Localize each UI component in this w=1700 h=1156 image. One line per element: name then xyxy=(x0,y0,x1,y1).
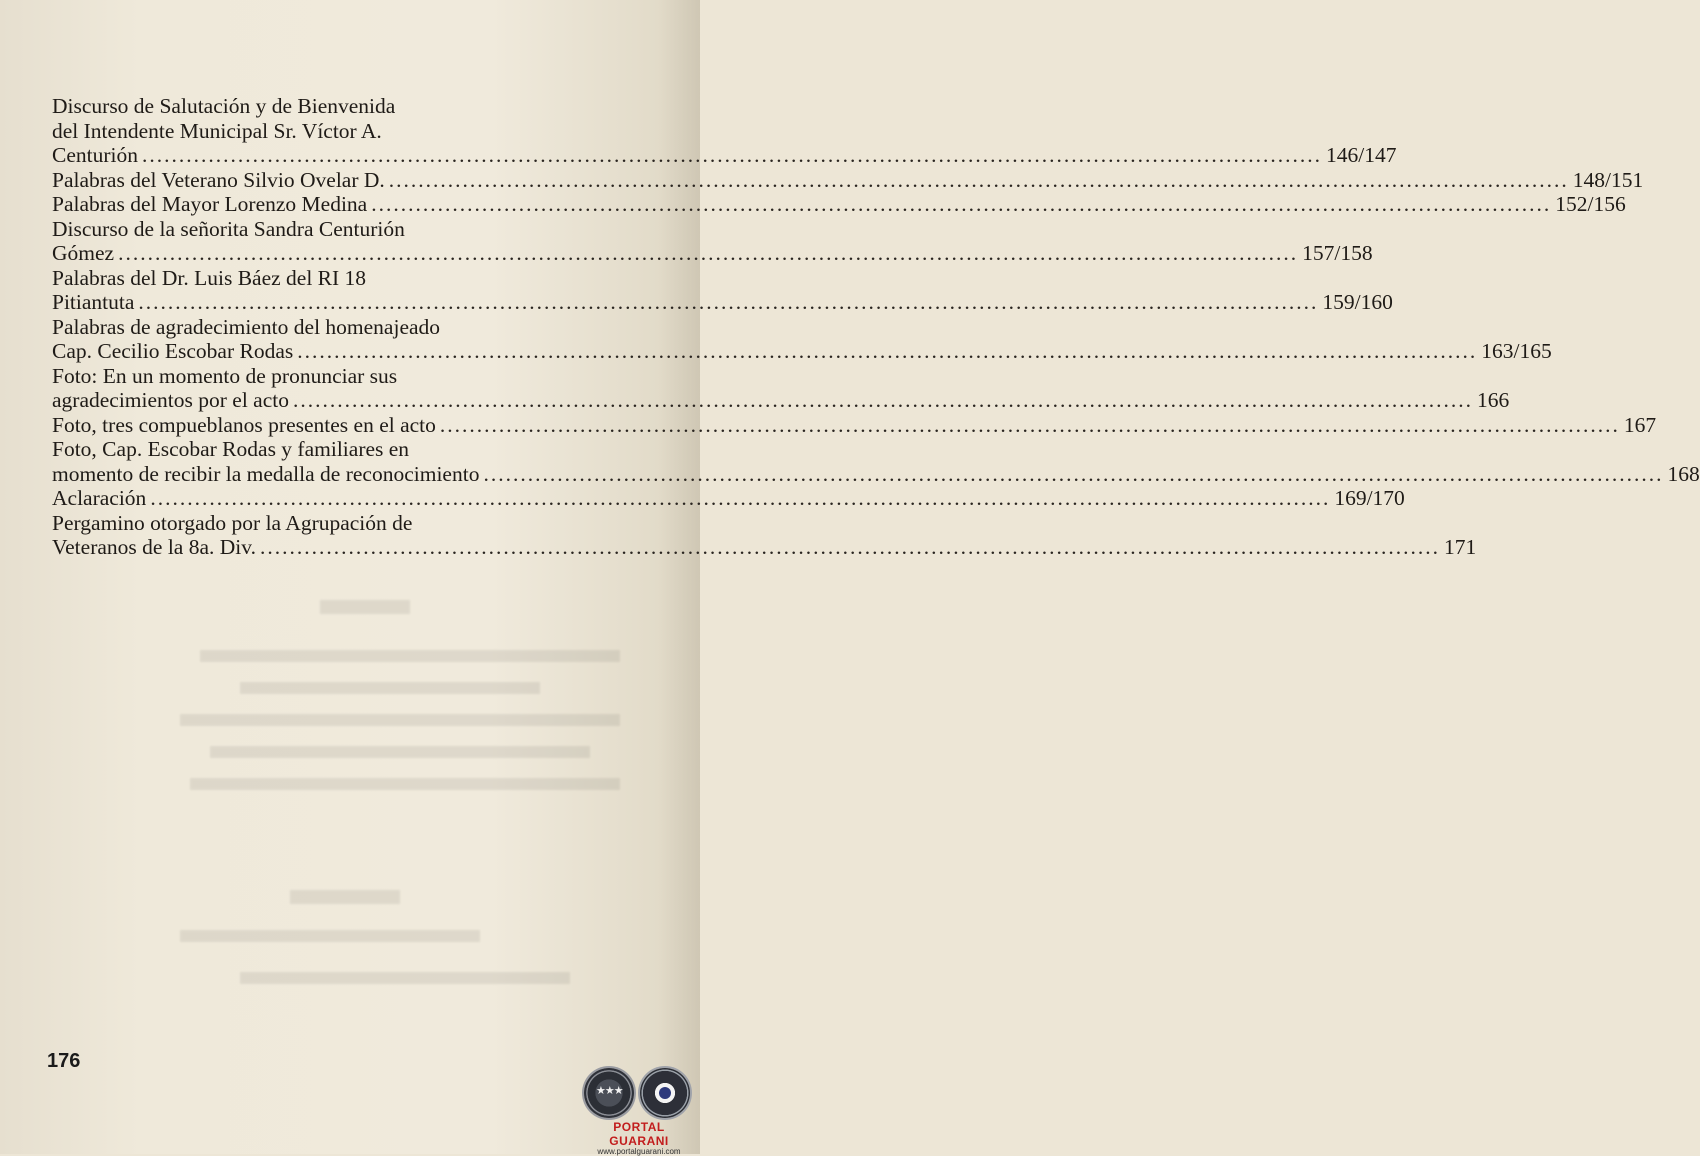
toc-entry xyxy=(52,216,1373,266)
toc-entry-leader-line xyxy=(52,290,1393,315)
dot-leader: ................................................................................................................................................................ xyxy=(118,241,1299,265)
toc-entry-title: Palabras del Veterano Silvio Ovelar D. xyxy=(52,167,385,192)
toc-entry-line: Palabras de agradecimiento del homenajeado xyxy=(52,314,441,339)
toc-entry-line: Discurso de Salutación y de Bienvenida xyxy=(52,94,396,118)
toc-entry-title: agradecimientos por el acto xyxy=(52,388,289,412)
page-number: 176 xyxy=(47,1050,81,1072)
dot-leader: ................................................................................................................................................................ xyxy=(388,167,1569,192)
toc-entry-page: 152/156 xyxy=(1555,192,1626,216)
toc-entry xyxy=(52,167,1644,193)
toc-entry-page: 148/151 xyxy=(1572,167,1644,192)
toc-entry-page: 171 xyxy=(1443,535,1477,559)
toc-entry-title: Palabras del Mayor Lorenzo Medina xyxy=(52,192,368,216)
seal-emblem-icon: ★★★ xyxy=(584,1068,634,1118)
toc-entry-leader-line xyxy=(52,412,1657,438)
toc-entry xyxy=(52,510,1477,560)
toc-entry xyxy=(52,314,1552,364)
toc-entry-page: 166 xyxy=(1477,388,1510,412)
dot-leader: ................................................................................................................................................................ xyxy=(297,339,1478,363)
toc-entry-line: Foto, Cap. Escobar Rodas y familiares en xyxy=(52,437,410,461)
toc-entry-page: 159/160 xyxy=(1322,290,1393,314)
toc-entry-title: Cap. Cecilio Escobar Rodas xyxy=(52,339,294,363)
table-of-contents xyxy=(52,94,1700,560)
toc-entry-line: Discurso de la señorita Sandra Centurión xyxy=(52,216,405,241)
toc-entry-line: del Intendente Municipal Sr. Víctor A. xyxy=(52,118,382,143)
dot-leader: ................................................................................................................................................................ xyxy=(150,486,1331,510)
toc-entry-leader-line xyxy=(52,388,1510,413)
toc-entry-page: 169/170 xyxy=(1334,486,1405,510)
watermark-title: PORTAL GUARANI xyxy=(609,1120,669,1148)
toc-entry-title: momento de recibir la medalla de reconocimiento xyxy=(52,461,480,486)
toc-entry-title: Pitiantuta xyxy=(52,290,135,314)
toc-entry-page: 157/158 xyxy=(1302,241,1373,265)
toc-entry-leader-line xyxy=(52,461,1700,487)
toc-entry-page: 168 xyxy=(1667,461,1700,486)
toc-entry-leader-line xyxy=(52,339,1552,364)
toc-entry-line: Pergamino otorgado por la Agrupación de xyxy=(52,510,413,535)
toc-entry-leader-line xyxy=(52,143,1397,168)
toc-entry xyxy=(52,265,1393,315)
toc-entry xyxy=(52,412,1657,438)
toc-entry-line: Foto: En un momento de pronunciar sus xyxy=(52,363,398,388)
toc-entry xyxy=(52,192,1626,217)
dot-leader: ................................................................................................................................................................ xyxy=(138,290,1319,314)
bleed-through-text xyxy=(180,590,640,1010)
watermark-url: www.portalguarani.com xyxy=(597,1147,681,1156)
toc-entry-page: 146/147 xyxy=(1326,143,1397,167)
toc-entry xyxy=(52,94,1397,168)
toc-entry-title: Aclaración xyxy=(52,486,147,510)
toc-entry-leader-line xyxy=(52,241,1373,266)
dot-leader: ................................................................................................................................................................ xyxy=(142,143,1322,167)
toc-entry-leader-line xyxy=(52,167,1644,193)
toc-entry xyxy=(52,363,1510,413)
toc-entry-title: Gómez xyxy=(52,241,115,265)
dot-leader: ................................................................................................................................................................ xyxy=(483,461,1664,486)
toc-entry-leader-line xyxy=(52,535,1477,560)
toc-entry-page: 167 xyxy=(1623,412,1657,437)
toc-entry-line: Palabras del Dr. Luis Báez del RI 18 xyxy=(52,265,367,290)
toc-entry-leader-line xyxy=(52,192,1626,217)
toc-entry-title: Foto, tres compueblanos presentes en el acto xyxy=(52,412,436,437)
portal-guarani-watermark xyxy=(584,1068,694,1156)
dot-leader: ................................................................................................................................................................ xyxy=(293,388,1473,412)
toc-entry-title: Veteranos de la 8a. Div. xyxy=(52,535,256,559)
dot-leader: ................................................................................................................................................................ xyxy=(259,535,1440,559)
seal-globe-icon xyxy=(640,1068,690,1118)
dot-leader: ................................................................................................................................................................ xyxy=(371,192,1552,216)
toc-entry-page: 163/165 xyxy=(1481,339,1552,363)
toc-entry xyxy=(52,437,1700,486)
toc-entry-title: Centurión xyxy=(52,143,138,167)
toc-entry-leader-line xyxy=(52,486,1405,511)
toc-entry xyxy=(52,486,1405,511)
dot-leader: ................................................................................................................................................................ xyxy=(439,412,1620,437)
